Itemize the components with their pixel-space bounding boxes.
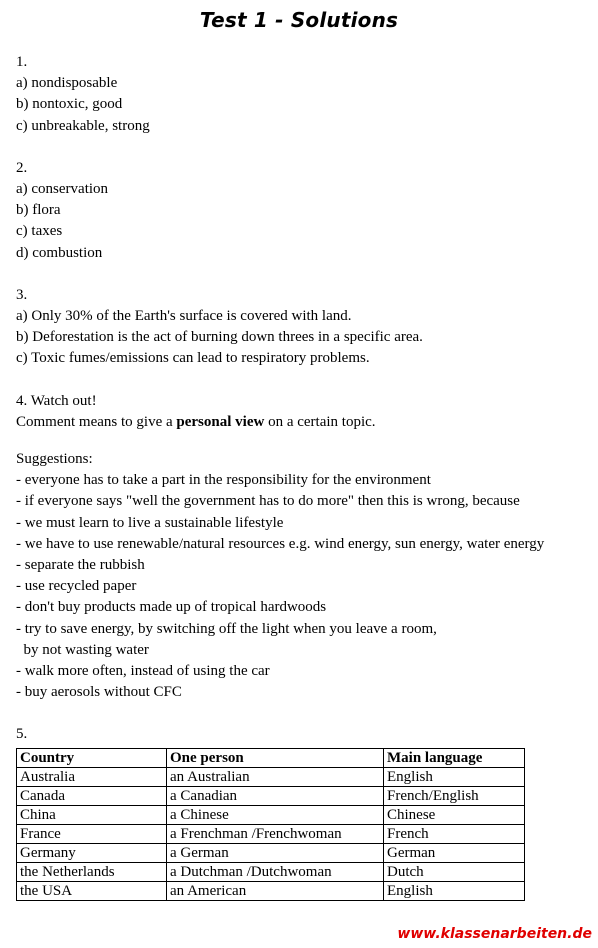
table-row bbox=[17, 843, 525, 862]
question-number: 2. bbox=[16, 159, 28, 176]
table-cell: English bbox=[384, 767, 525, 786]
table-cell: Chinese bbox=[384, 805, 525, 824]
answer-item: a) Only 30% of the Earth's surface is covered with land. bbox=[16, 308, 352, 325]
question-number: 5. bbox=[16, 726, 28, 743]
answer-item: c) unbreakable, strong bbox=[16, 117, 150, 134]
suggestions-label: Suggestions: bbox=[16, 451, 93, 468]
suggestion-item: - if everyone says "well the government has to do more" then this is wrong, because bbox=[16, 493, 520, 510]
question-2 bbox=[16, 158, 586, 264]
table-cell: English bbox=[384, 881, 525, 900]
table-cell: French bbox=[384, 824, 525, 843]
question-number: 3. bbox=[16, 286, 28, 303]
suggestion-item: - separate the rubbish bbox=[16, 557, 145, 574]
table-cell: a Dutchman /Dutchwoman bbox=[167, 862, 384, 881]
table-row bbox=[17, 786, 525, 805]
table-cell: German bbox=[384, 843, 525, 862]
question-number: 1. bbox=[16, 54, 28, 70]
suggestion-item: - everyone has to take a part in the responsibility for the environment bbox=[16, 472, 431, 489]
suggestion-item: - we have to use renewable/natural resources e.g. wind energy, sun energy, water energy bbox=[16, 535, 545, 552]
answer-item: a) nondisposable bbox=[16, 75, 118, 92]
table-cell: China bbox=[17, 805, 167, 824]
table-cell: an American bbox=[167, 881, 384, 900]
table-row bbox=[17, 805, 525, 824]
comment-text-pre: Comment means to give a bbox=[16, 413, 177, 430]
suggestion-item: - try to save energy, by switching off the light when you leave a room, bbox=[16, 620, 437, 637]
table-cell: Canada bbox=[17, 786, 167, 805]
table-cell: the Netherlands bbox=[17, 862, 167, 881]
question-4 bbox=[16, 391, 586, 704]
answer-item: c) Toxic fumes/emissions can lead to respiratory problems. bbox=[16, 350, 370, 367]
table-header-cell: One person bbox=[167, 748, 384, 767]
document-body bbox=[16, 52, 586, 901]
table-header-row bbox=[17, 748, 525, 767]
suggestion-item: by not wasting water bbox=[16, 641, 149, 658]
table-cell: Germany bbox=[17, 843, 167, 862]
question-5 bbox=[16, 724, 586, 900]
table-row bbox=[17, 862, 525, 881]
countries-table bbox=[16, 748, 525, 901]
suggestion-item: - buy aerosols without CFC bbox=[16, 684, 182, 701]
answer-item: d) combustion bbox=[16, 244, 103, 261]
suggestion-item: - don't buy products made up of tropical hardwoods bbox=[16, 599, 327, 616]
table-cell: an Australian bbox=[167, 767, 384, 786]
table-header-cell: Main language bbox=[384, 748, 525, 767]
comment-text-post: on a certain topic. bbox=[264, 413, 376, 430]
table-cell: a Canadian bbox=[167, 786, 384, 805]
suggestion-item: - we must learn to live a sustainable lifestyle bbox=[16, 514, 284, 531]
question-heading: 4. Watch out! bbox=[16, 392, 97, 409]
table-cell: a German bbox=[167, 843, 384, 862]
suggestion-item: - walk more often, instead of using the car bbox=[16, 663, 270, 680]
question-1 bbox=[16, 52, 586, 137]
page-title: Test 1 - Solutions bbox=[199, 8, 399, 32]
comment-text-bold: personal view bbox=[176, 413, 265, 430]
table-cell: Australia bbox=[17, 767, 167, 786]
table-row bbox=[17, 767, 525, 786]
footer-watermark: www.klassenarbeiten.de bbox=[397, 926, 592, 942]
table-cell: France bbox=[17, 824, 167, 843]
answer-item: c) taxes bbox=[16, 223, 63, 240]
table-cell: a Chinese bbox=[167, 805, 384, 824]
question-3 bbox=[16, 285, 586, 370]
answer-item: b) Deforestation is the act of burning down threes in a specific area. bbox=[16, 329, 423, 346]
suggestion-item: - use recycled paper bbox=[16, 578, 137, 595]
table-cell: a Frenchman /Frenchwoman bbox=[167, 824, 384, 843]
table-header-cell: Country bbox=[17, 748, 167, 767]
comment-definition bbox=[16, 412, 586, 433]
table-row bbox=[17, 824, 525, 843]
answer-item: b) nontoxic, good bbox=[16, 96, 123, 113]
table-row bbox=[17, 881, 525, 900]
table-cell: the USA bbox=[17, 881, 167, 900]
table-cell: Dutch bbox=[384, 862, 525, 881]
answer-item: a) conservation bbox=[16, 181, 109, 198]
answer-item: b) flora bbox=[16, 202, 61, 219]
table-cell: French/English bbox=[384, 786, 525, 805]
